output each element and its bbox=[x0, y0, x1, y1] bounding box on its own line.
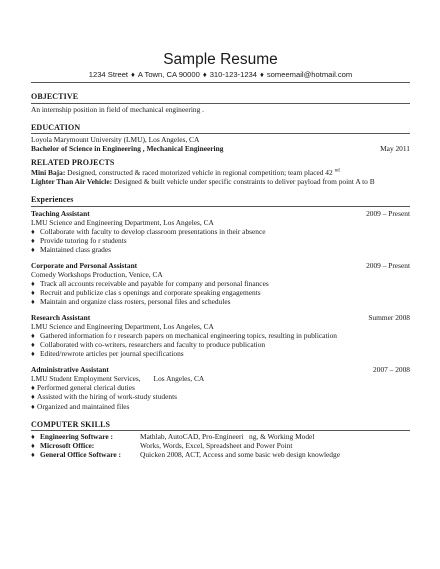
list-item-text: Collaborate with faculty to develop classroom presentations in their absence bbox=[40, 226, 266, 236]
skill-value: Quicken 2008, ACT, Access and some basic web design knowledge bbox=[140, 450, 340, 460]
contact-city: A Town, CA 90000 bbox=[137, 69, 200, 79]
list-item bbox=[31, 349, 410, 358]
job-org: LMU Student Employment Services, Los Angeles, CA bbox=[31, 374, 205, 384]
diamond-bullet-icon: ♦ bbox=[31, 226, 35, 236]
contact-email: someemail@hotmail.com bbox=[266, 69, 353, 79]
skills-list bbox=[31, 432, 410, 459]
project-name: Mini Baja: bbox=[31, 168, 66, 178]
skill-item bbox=[31, 432, 410, 441]
diamond-bullet-icon: ♦ bbox=[31, 279, 35, 289]
separator-icon: ♦ bbox=[131, 69, 135, 79]
list-item-text: Organized and maintained files bbox=[37, 401, 130, 411]
contact-address: 1234 Street bbox=[88, 69, 129, 79]
project-superscript: nd bbox=[334, 168, 340, 174]
separator-icon: ♦ bbox=[202, 69, 207, 79]
skill-value: Mathlab, AutoCAD, Pro-Engineeri ng, & Working Model bbox=[140, 432, 315, 442]
diamond-bullet-icon: ♦ bbox=[31, 236, 35, 245]
skill-label: General Office Software : bbox=[40, 450, 121, 460]
list-item bbox=[31, 402, 410, 411]
job-date: 2007 – 2008 bbox=[373, 365, 410, 375]
education-degree: Bachelor of Science in Engineering , Mechanical Engineering bbox=[31, 144, 224, 154]
project-item bbox=[31, 168, 410, 177]
diamond-bullet-icon: ♦ bbox=[31, 245, 35, 255]
separator-icon: ♦ bbox=[260, 69, 264, 79]
list-item-text: Gathered information fo r research papers on mechanical engineering topics, resulting in publication bbox=[40, 331, 337, 341]
skill-label: Microsoft Office: bbox=[40, 441, 95, 451]
list-item-text: Assisted with the hiring of work-study students bbox=[37, 392, 178, 402]
header-rule bbox=[31, 82, 410, 83]
skill-label-text: Engineering Software bbox=[40, 432, 109, 442]
objective-heading: OBJECTIVE bbox=[31, 92, 410, 104]
contact-phone: 310-123-1234 bbox=[209, 69, 257, 79]
list-item-text: Edited/rewrote articles per journal specifications bbox=[40, 349, 184, 359]
skills-heading: COMPUTER SKILLS bbox=[31, 420, 410, 432]
skill-label-text: General Office Software bbox=[40, 450, 117, 460]
diamond-bullet-icon: ♦ bbox=[31, 288, 35, 298]
experiences-heading: Experiences bbox=[31, 195, 410, 207]
project-text: Designed, constructed & raced motorized vehicle in regional competition; team placed 42 bbox=[65, 168, 333, 178]
education-heading: EDUCATION bbox=[31, 123, 410, 135]
job-org: Comedy Workshops Production, Venice, CA bbox=[31, 270, 163, 280]
project-text: Designed & built vehicle under specific constraints to deliver payload from point A to B bbox=[112, 177, 375, 187]
project-name: Lighter Than Air Vehicle: bbox=[31, 177, 113, 187]
list-item bbox=[31, 236, 410, 245]
diamond-bullet-icon: ♦ bbox=[31, 340, 35, 350]
list-item bbox=[31, 227, 410, 236]
job-title: Corporate and Personal Assistant bbox=[31, 261, 138, 271]
diamond-bullet-icon: ♦ bbox=[31, 450, 35, 460]
education-date: May 2011 bbox=[380, 144, 410, 154]
list-item-text: Performed general clerical duties bbox=[37, 383, 135, 393]
projects-heading: RELATED PROJECTS bbox=[31, 158, 115, 168]
skill-item bbox=[31, 450, 410, 459]
list-item bbox=[31, 383, 410, 392]
job-title: Administrative Assistant bbox=[31, 365, 109, 375]
skill-label: Engineering Software : bbox=[40, 432, 113, 442]
diamond-bullet-icon: ♦ bbox=[31, 383, 35, 393]
diamond-bullet-icon: ♦ bbox=[31, 297, 35, 307]
skill-item bbox=[31, 441, 410, 450]
list-item bbox=[31, 340, 410, 349]
job-date: Summer 2008 bbox=[368, 313, 410, 323]
education-school: Loyola Marymount University (LMU), Los Angeles, CA bbox=[31, 135, 200, 145]
job-date: 2009 – Present bbox=[366, 208, 410, 218]
job-org: LMU Science and Engineering Department, Los Angeles, CA bbox=[31, 322, 214, 332]
list-item bbox=[31, 288, 410, 297]
job-header bbox=[31, 365, 410, 374]
list-item-text: Maintained class grades bbox=[40, 245, 112, 255]
diamond-bullet-icon: ♦ bbox=[31, 401, 35, 411]
list-item-text: Provide tutoring fo r students bbox=[40, 236, 127, 245]
diamond-bullet-icon: ♦ bbox=[31, 331, 35, 341]
contact-line bbox=[31, 70, 410, 79]
list-item bbox=[31, 297, 410, 306]
skill-value: Works, Words, Excel, Spreadsheet and Power Point bbox=[140, 441, 293, 451]
list-item-text: Maintain and organize class rosters, personal files and schedules bbox=[40, 297, 231, 307]
job-title: Teaching Assistant bbox=[31, 208, 90, 218]
job-header bbox=[31, 261, 410, 270]
job-header bbox=[31, 209, 410, 218]
diamond-bullet-icon: ♦ bbox=[31, 349, 35, 359]
list-item bbox=[31, 392, 410, 401]
job-title: Research Assistant bbox=[31, 313, 91, 323]
list-item-text: Recruit and publicize clas s openings and corporate speaking engagements bbox=[40, 288, 261, 298]
diamond-bullet-icon: ♦ bbox=[31, 392, 35, 402]
list-item bbox=[31, 331, 410, 340]
job-date: 2009 – Present bbox=[366, 261, 410, 271]
list-item-text: Collaborated with co-writers, researchers and faculty to produce publication bbox=[40, 340, 266, 350]
diamond-bullet-icon: ♦ bbox=[31, 441, 35, 451]
skill-label-text: Microsoft Office bbox=[40, 441, 92, 451]
list-item bbox=[31, 245, 410, 254]
job-header bbox=[31, 313, 410, 322]
list-item-text: Track all accounts receivable and payable for company and personal finances bbox=[40, 279, 269, 289]
job-org: LMU Science and Engineering Department, Los Angeles, CA bbox=[31, 217, 214, 227]
resume-name: Sample Resume bbox=[163, 51, 278, 68]
education-degree-row bbox=[31, 144, 410, 153]
objective-text: An internship position in field of mechanical engineering . bbox=[31, 104, 205, 114]
diamond-bullet-icon: ♦ bbox=[31, 432, 35, 442]
list-item bbox=[31, 279, 410, 288]
project-item bbox=[31, 177, 410, 186]
